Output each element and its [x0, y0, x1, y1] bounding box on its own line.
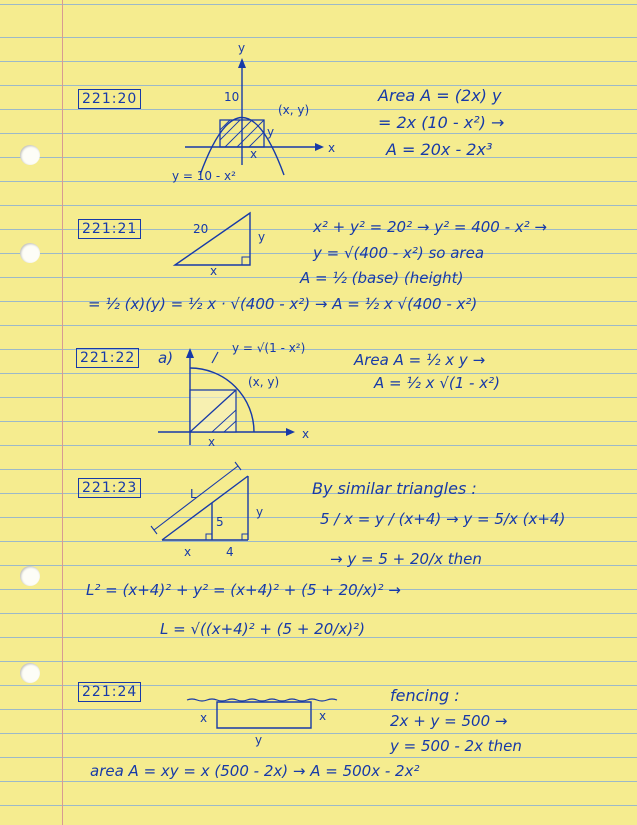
- solution-line: A = 20x - 2x³: [386, 140, 493, 159]
- solution-line: By similar triangles :: [312, 479, 477, 498]
- solution-line: y = √(400 - x²) so area: [313, 244, 485, 262]
- margin-line: [62, 0, 63, 825]
- solution-line: → y = 5 + 20/x then: [330, 550, 482, 568]
- solution-line: Area A = ½ x y →: [354, 351, 486, 369]
- solution-line: x² + y² = 20² → y² = 400 - x² →: [313, 218, 547, 236]
- ten-label: 10: [224, 90, 240, 104]
- left-side-label: x: [200, 711, 208, 725]
- solution-line: y = 500 - 2x then: [390, 737, 522, 755]
- problem-tag: 221:24: [78, 682, 141, 702]
- x-axis-label: x: [328, 141, 336, 155]
- binder-hole: [20, 566, 40, 586]
- solution-line: area A = xy = x (500 - 2x) → A = 500x - 2x²: [90, 762, 420, 780]
- right-side-label: x: [319, 709, 327, 723]
- solution-line: A = ½ (base) (height): [300, 269, 464, 287]
- solution-line: Area A = (2x) y: [378, 86, 502, 105]
- fence-rectangle-figure: [185, 690, 345, 750]
- solution-line: = ½ (x)(y) = ½ x · √(400 - x²) → A = ½ x √(400 - x²): [88, 295, 478, 313]
- problem-tag: 221:22: [76, 348, 139, 368]
- L-label: L: [190, 487, 197, 501]
- part-label: a): [158, 349, 174, 367]
- side-x-label: x: [210, 264, 218, 278]
- parabola-figure: [170, 40, 350, 190]
- point-label: (x, y): [248, 375, 280, 389]
- solution-line: L = √((x+4)² + (5 + 20/x)²): [160, 620, 365, 638]
- y-axis-label: y: [238, 41, 246, 55]
- hypotenuse-label: 20: [193, 222, 209, 236]
- solution-line: L² = (x+4)² + y² = (x+4)² + (5 + 20/x)² →: [86, 581, 401, 599]
- side-y-label: y: [258, 230, 266, 244]
- similar-triangles-figure: [150, 460, 290, 560]
- solution-line: 2x + y = 500 →: [390, 712, 508, 730]
- four-label: 4: [226, 545, 234, 559]
- y-label: y: [256, 505, 264, 519]
- x-label: x: [184, 545, 192, 559]
- y-dim-label: y: [267, 125, 275, 139]
- binder-hole: [20, 663, 40, 683]
- bottom-side-label: y: [255, 733, 263, 747]
- solution-line: = 2x (10 - x²) →: [378, 113, 505, 132]
- curve-label: y = √(1 - x²): [232, 341, 306, 355]
- binder-hole: [20, 243, 40, 263]
- x-dim-label: x: [208, 435, 216, 449]
- five-label: 5: [216, 515, 224, 529]
- solution-line: A = ½ x √(1 - x²): [374, 374, 500, 392]
- problem-tag: 221:23: [78, 478, 141, 498]
- solution-line: 5 / x = y / (x+4) → y = 5/x (x+4): [320, 510, 566, 528]
- x-dim-label: x: [250, 147, 258, 161]
- solution-line: fencing :: [390, 686, 460, 705]
- point-label: (x, y): [278, 103, 310, 117]
- problem-tag: 221:20: [78, 89, 141, 109]
- quarter-circle-figure: [150, 330, 320, 455]
- x-axis-label: x: [302, 427, 310, 441]
- binder-hole: [20, 145, 40, 165]
- problem-tag: 221:21: [78, 219, 141, 239]
- right-triangle-figure: [170, 205, 280, 278]
- curve-label: y = 10 - x²: [172, 169, 236, 183]
